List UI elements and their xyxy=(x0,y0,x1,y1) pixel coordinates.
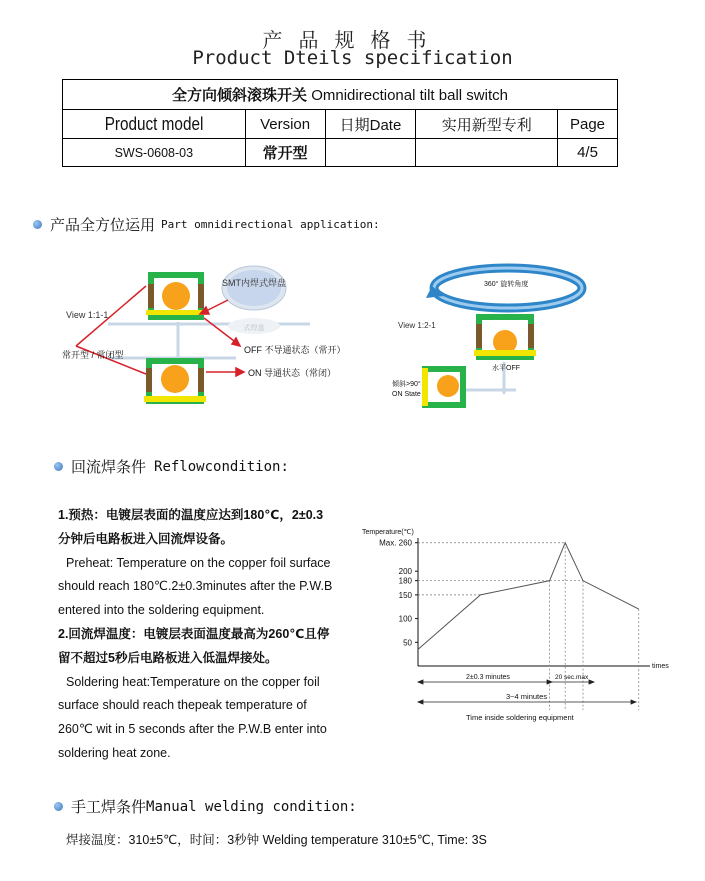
preheat-cn-line-1: 1.预热：电镀层表面的温度应达到180℃，2±0.3 xyxy=(58,508,324,522)
manual-welding-text: 焊接温度：310±5℃，时间：3秒钟 Welding temperature 310±5℃, Time: 3S xyxy=(66,833,487,847)
bubble-reflection: 式焊盘 xyxy=(243,325,265,332)
section-application-heading: 产品全方位运用 Part omnidirectional application: xyxy=(33,214,380,235)
preheat-en-line-1: Preheat: Temperature on the copper foil surface xyxy=(66,555,331,570)
rotation-label: 360° 旋转角度 xyxy=(484,281,529,288)
val-date xyxy=(325,139,416,167)
section-reflow-heading: 回流焊条件 Reflowcondition: xyxy=(54,456,289,477)
bubble-label-1: SMT内焊式焊盘 xyxy=(222,278,286,288)
soldering-cn-line-2: 留不超过5秒后电路板进入低温焊接处。 xyxy=(58,650,278,665)
horizontal-label: 水平OFF xyxy=(492,365,520,372)
off-state-label: OFF 不导通状态（常开） xyxy=(244,345,346,355)
val-model: SWS-0608-03 xyxy=(63,139,246,167)
application-diagram-right xyxy=(388,262,608,412)
soldering-en-line-1: Soldering heat:Temperature on the copper foil xyxy=(66,674,320,689)
bullet-icon xyxy=(54,462,63,471)
preheat-cn-line-2: 分钟后电路板进入回流焊设备。 xyxy=(58,531,234,546)
soldering-cn-line-1: 2.回流焊温度：电镀层表面温度最高为260℃且停 xyxy=(58,626,330,641)
type-label: 常开型 / 常闭型 xyxy=(62,350,124,360)
product-title-cell xyxy=(63,80,618,110)
chart-x-axis-label: times xyxy=(652,663,669,670)
view-label-left: View 1:1-1 xyxy=(66,310,109,320)
bullet-icon xyxy=(54,802,63,811)
on-state-label-right: ON State xyxy=(392,391,421,398)
tilt-label: 倾斜>90° xyxy=(392,381,421,388)
doc-title-cn: 产品规格书 xyxy=(262,28,443,52)
val-patent xyxy=(416,139,558,167)
on-state-label: ON 导通状态（常闭） xyxy=(248,368,337,378)
switch-tilted-icon xyxy=(422,366,466,408)
y-tick-label: 200 xyxy=(398,567,412,577)
chart-caption: Time inside soldering equipment xyxy=(466,713,574,722)
col-date: 日期Date xyxy=(325,110,416,139)
total-time-label: 3~4 minutes xyxy=(506,692,548,701)
application-diagram-left xyxy=(58,264,358,414)
col-product-model: Product model xyxy=(63,110,246,139)
peak-time-label: 20 sec.max xyxy=(555,674,589,681)
preheat-time-label: 2±0.3 minutes xyxy=(466,674,510,681)
col-patent: 实用新型专利 xyxy=(416,110,558,139)
col-page: Page xyxy=(558,110,618,139)
bullet-icon xyxy=(33,220,42,229)
switch-horizontal-icon xyxy=(474,314,536,360)
reflow-profile-chart xyxy=(356,520,686,730)
switch-bottom-icon xyxy=(144,358,206,404)
product-title-cn: 全方向倾斜滚珠开关 xyxy=(172,87,308,104)
preheat-en-line-3: entered into the soldering equipment. xyxy=(58,603,265,618)
soldering-en-line-4: soldering heat zone. xyxy=(58,745,171,760)
reflow-description xyxy=(58,504,358,766)
doc-title-en: Product Dteils specification xyxy=(192,47,513,69)
val-version: 常开型 xyxy=(245,139,325,167)
temperature-profile-line xyxy=(418,543,639,650)
y-tick-label: 150 xyxy=(398,590,412,600)
spec-table xyxy=(62,79,618,167)
view-label-right: View 1:2-1 xyxy=(398,321,436,330)
chart-y-axis-label: Temperature(℃) xyxy=(362,529,414,536)
soldering-en-line-3: 260℃ wit in 5 seconds after the P.W.B enter into xyxy=(58,722,327,737)
section-manual-heading: 手工焊条件 Manual welding condition: xyxy=(54,796,357,817)
preheat-en-line-2: should reach 180℃.2±0.3minutes after the P.W.B xyxy=(58,579,333,594)
y-tick-label: 180 xyxy=(398,576,412,586)
product-title-en: Omnidirectional tilt ball switch xyxy=(311,87,508,104)
switch-top-icon xyxy=(146,272,206,320)
y-tick-label: Max. 260 xyxy=(379,538,412,548)
soldering-en-line-2: surface should reach thepeak temperature of xyxy=(58,698,307,713)
y-tick-label: 50 xyxy=(403,638,412,648)
y-tick-label: 100 xyxy=(398,614,412,624)
col-version: Version xyxy=(245,110,325,139)
val-page: 4/5 xyxy=(558,139,618,167)
